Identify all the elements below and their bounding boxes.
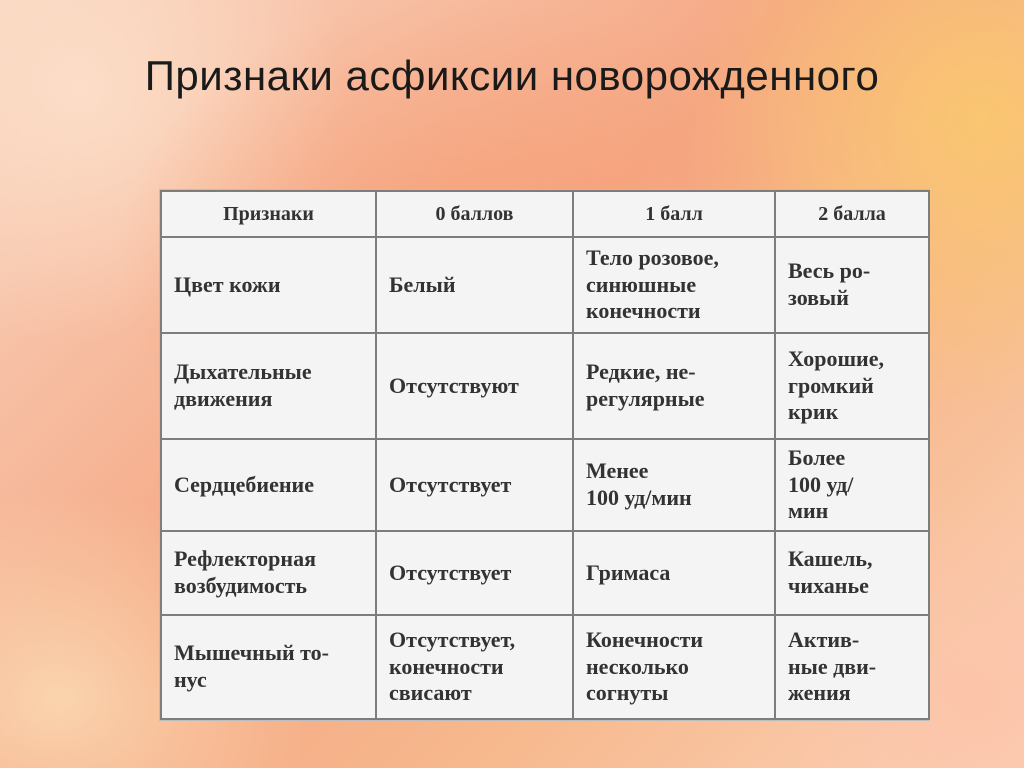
sign-cell: Дыхательные движения: [161, 333, 376, 439]
score-0-cell: Белый: [376, 237, 573, 333]
score-0-cell: Отсутствует: [376, 531, 573, 615]
sign-cell: Рефлекторная возбудимость: [161, 531, 376, 615]
score-2-cell: Кашель, чиханье: [775, 531, 929, 615]
score-1-cell: Гримаса: [573, 531, 775, 615]
score-2-cell: Хорошие, громкий крик: [775, 333, 929, 439]
table-row: [161, 333, 929, 439]
header-cell: 0 баллов: [376, 191, 573, 237]
table-row: [161, 237, 929, 333]
sign-cell: Сердцебиение: [161, 439, 376, 531]
score-0-cell: Отсутствуют: [376, 333, 573, 439]
score-2-cell: Более 100 уд/ мин: [775, 439, 929, 531]
sign-cell: Мышечный то- нус: [161, 615, 376, 719]
table-header-row: [161, 191, 929, 237]
header-cell: 2 балла: [775, 191, 929, 237]
table-row: [161, 439, 929, 531]
table-row: [161, 531, 929, 615]
slide-title: Признаки асфиксии новорожденного: [144, 52, 880, 99]
score-0-cell: Отсутствует: [376, 439, 573, 531]
score-1-cell: Конечности несколько согнуты: [573, 615, 775, 719]
score-1-cell: Редкие, не- регулярные: [573, 333, 775, 439]
sign-cell: Цвет кожи: [161, 237, 376, 333]
score-0-cell: Отсутствует, конечности свисают: [376, 615, 573, 719]
score-1-cell: Менее 100 уд/мин: [573, 439, 775, 531]
score-2-cell: Актив- ные дви- жения: [775, 615, 929, 719]
score-1-cell: Тело розовое, синюшные конечности: [573, 237, 775, 333]
header-cell: 1 балл: [573, 191, 775, 237]
asphyxia-signs-table: [160, 190, 928, 720]
header-cell: Признаки: [161, 191, 376, 237]
score-2-cell: Весь ро- зовый: [775, 237, 929, 333]
table-row: [161, 615, 929, 719]
